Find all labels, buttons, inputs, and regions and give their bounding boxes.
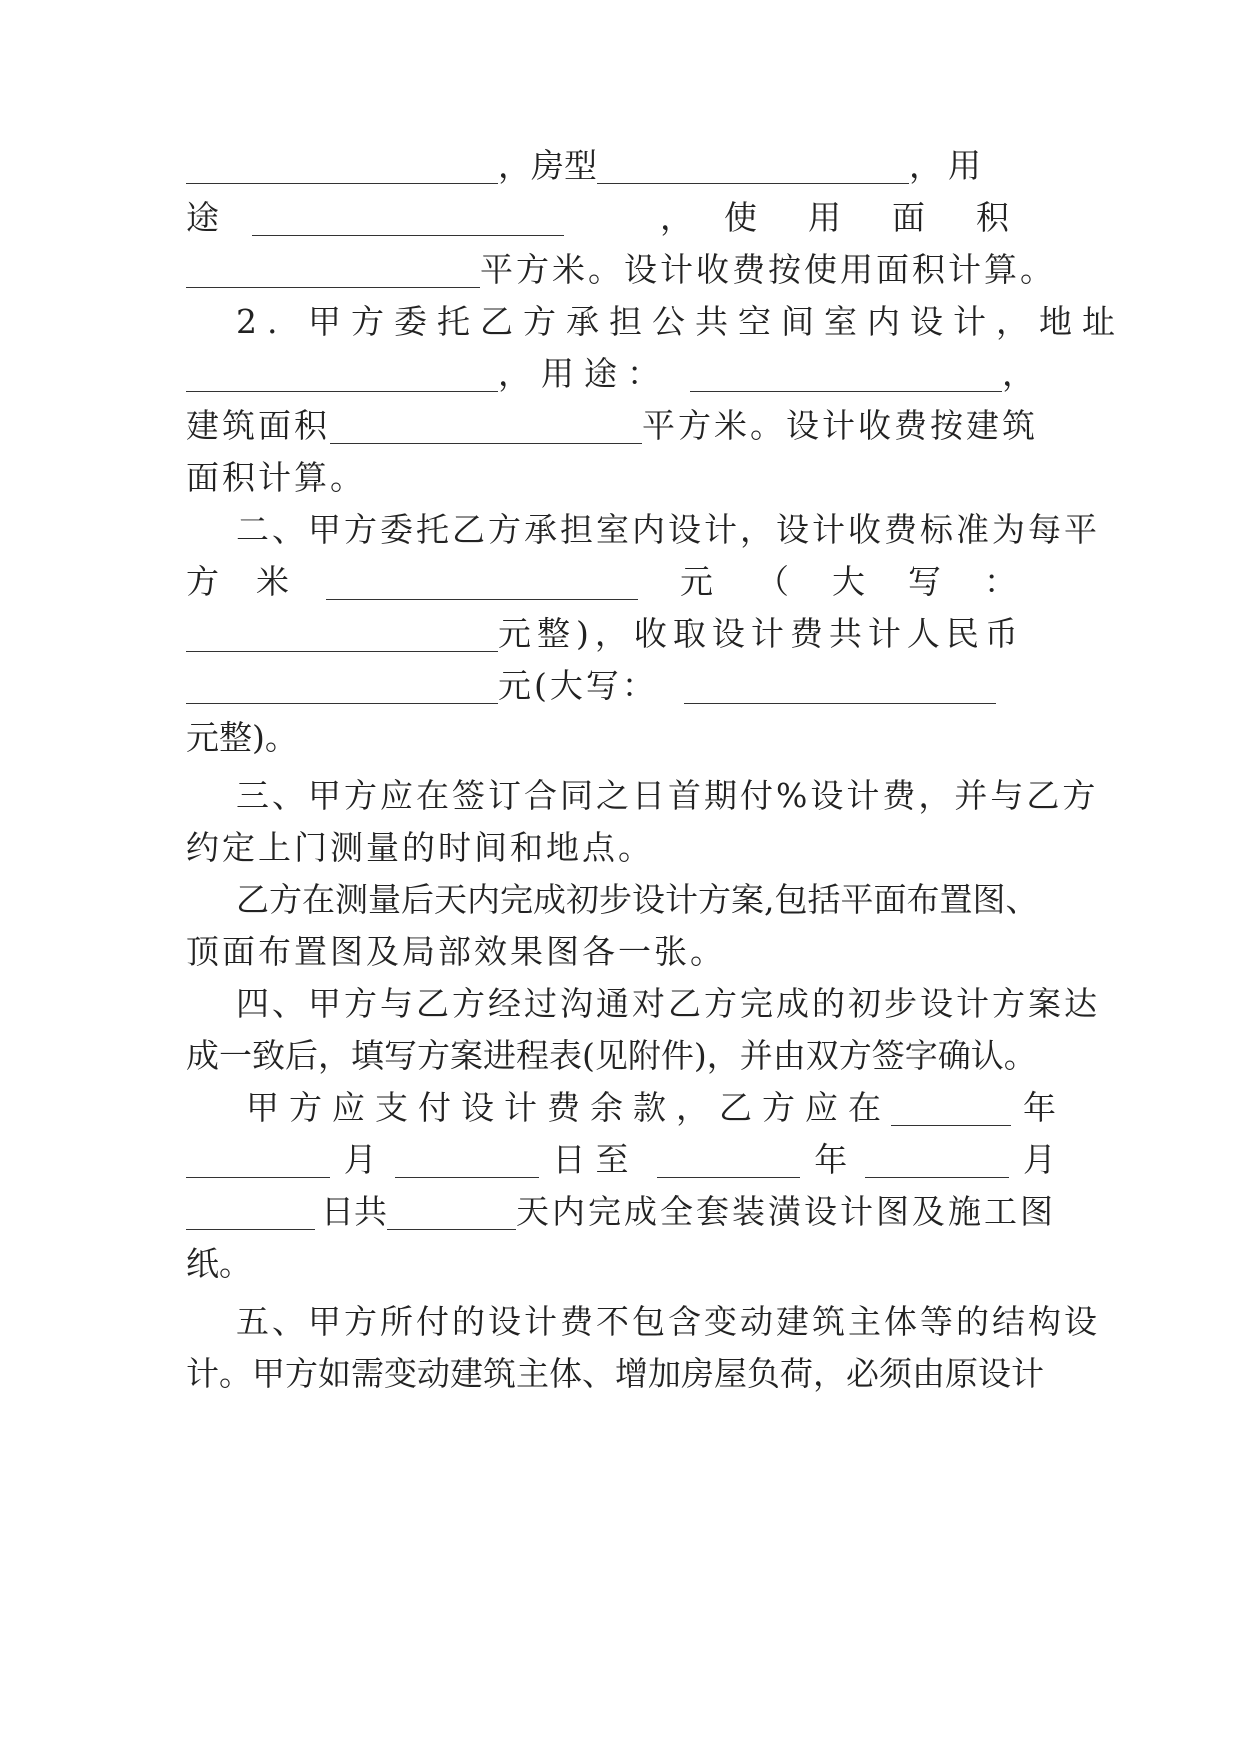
- text-segment: 大: [832, 562, 865, 601]
- text-segment: 2. 甲方委托乙方承担公共空间室内设计，地址: [236, 302, 1125, 341]
- text-segment: ，: [1002, 354, 1035, 393]
- text-segment: 使: [724, 198, 757, 237]
- text-segment: 米: [256, 562, 289, 601]
- blank-field: [186, 252, 480, 288]
- text-segment: 约定上门测量的时间和地点。: [186, 828, 654, 867]
- text-line: [186, 657, 1056, 715]
- text-line: [186, 605, 1056, 663]
- text-segment: 用: [808, 198, 841, 237]
- blank-field: [186, 1194, 315, 1230]
- blank-field: [395, 1142, 539, 1178]
- text-line: [236, 1293, 1100, 1351]
- text-line: [186, 819, 1056, 877]
- blank-field: [186, 1142, 330, 1178]
- text-line: [236, 293, 1125, 351]
- text-line: [186, 397, 1056, 455]
- text-segment: 面: [892, 198, 925, 237]
- text-line: [186, 1235, 1056, 1293]
- text-segment: 顶面布置图及局部效果图各一张。: [186, 932, 726, 971]
- text-segment: ，房型: [498, 146, 597, 185]
- text-line: [236, 501, 1100, 559]
- text-line: [186, 1345, 1056, 1403]
- blank-field: [684, 668, 996, 704]
- text-segment: ：: [984, 562, 1017, 601]
- text-line: [236, 871, 1056, 929]
- blank-field: [186, 616, 498, 652]
- text-line: [186, 345, 1056, 403]
- text-line: [186, 137, 1056, 195]
- text-segment: 面积计算。: [186, 458, 366, 497]
- blank-field: [186, 148, 498, 184]
- text-line: [186, 923, 1056, 981]
- text-line: [186, 449, 1056, 507]
- text-line: [186, 709, 1056, 767]
- text-line: [246, 1079, 1056, 1137]
- blank-field: [657, 1142, 801, 1178]
- text-segment: （: [756, 562, 789, 601]
- text-segment: 五、甲方所付的设计费不包含变动建筑主体等的结构设: [236, 1302, 1100, 1341]
- blank-field: [690, 356, 1002, 392]
- text-segment: 建筑面积: [186, 406, 330, 445]
- text-line: [186, 241, 1056, 299]
- text-segment: 月: [343, 1140, 377, 1179]
- text-segment: 年: [814, 1140, 848, 1179]
- text-segment: 三、甲方应在签订合同之日首期付%设计费，并与乙方: [236, 776, 1099, 815]
- text-line: [186, 1131, 1056, 1189]
- text-segment: ，: [660, 198, 693, 237]
- text-line: [186, 1183, 1056, 1241]
- text-segment: 日至: [552, 1140, 639, 1179]
- text-segment: 二、甲方委托乙方承担室内设计，设计收费标准为每平: [236, 510, 1100, 549]
- text-segment: 积: [976, 198, 1009, 237]
- blank-field: [186, 668, 498, 704]
- text-line: [186, 1027, 1056, 1085]
- text-segment: 日共: [321, 1192, 387, 1231]
- text-segment: 纸。: [186, 1244, 252, 1283]
- text-segment: 计。甲方如需变动建筑主体、增加房屋负荷，必须由原设计: [186, 1354, 1044, 1393]
- blank-field: [387, 1194, 516, 1230]
- text-segment: 月: [1023, 1140, 1056, 1179]
- text-segment: ，用途：: [498, 354, 670, 393]
- text-segment: 平方米。设计收费按使用面积计算。: [480, 250, 1056, 289]
- text-line: [186, 189, 1056, 247]
- text-segment: 方: [186, 562, 219, 601]
- text-segment: 元(大写：: [498, 666, 658, 705]
- text-segment: 甲方应支付设计费余款，乙方应在: [246, 1088, 891, 1127]
- text-segment: 四、甲方与乙方经过沟通对乙方完成的初步设计方案达: [236, 984, 1100, 1023]
- blank-field: [252, 200, 564, 236]
- text-segment: 途: [186, 198, 219, 237]
- text-segment: 元: [680, 562, 713, 601]
- blank-field: [326, 564, 638, 600]
- blank-field: [186, 356, 498, 392]
- text-line: [236, 975, 1100, 1033]
- text-segment: 乙方在测量后天内完成初步设计方案,包括平面布置图、: [236, 880, 1039, 919]
- blank-field: [330, 408, 642, 444]
- text-segment: 元整)，收取设计费共计人民币: [498, 614, 1024, 653]
- text-segment: 写: [908, 562, 941, 601]
- text-segment: 元整)。: [186, 718, 298, 757]
- blank-field: [865, 1142, 1009, 1178]
- text-segment: 天内完成全套装潢设计图及施工图: [516, 1192, 1056, 1231]
- text-segment: 年: [1023, 1088, 1056, 1127]
- text-line: [186, 553, 1056, 611]
- text-segment: ，用: [909, 146, 987, 185]
- blank-field: [597, 148, 909, 184]
- blank-field: [891, 1090, 1011, 1126]
- text-line: [236, 767, 1099, 825]
- text-segment: 平方米。设计收费按建筑: [642, 406, 1038, 445]
- text-segment: 成一致后，填写方案进程表(见附件)，并由双方签字确认。: [186, 1036, 1037, 1075]
